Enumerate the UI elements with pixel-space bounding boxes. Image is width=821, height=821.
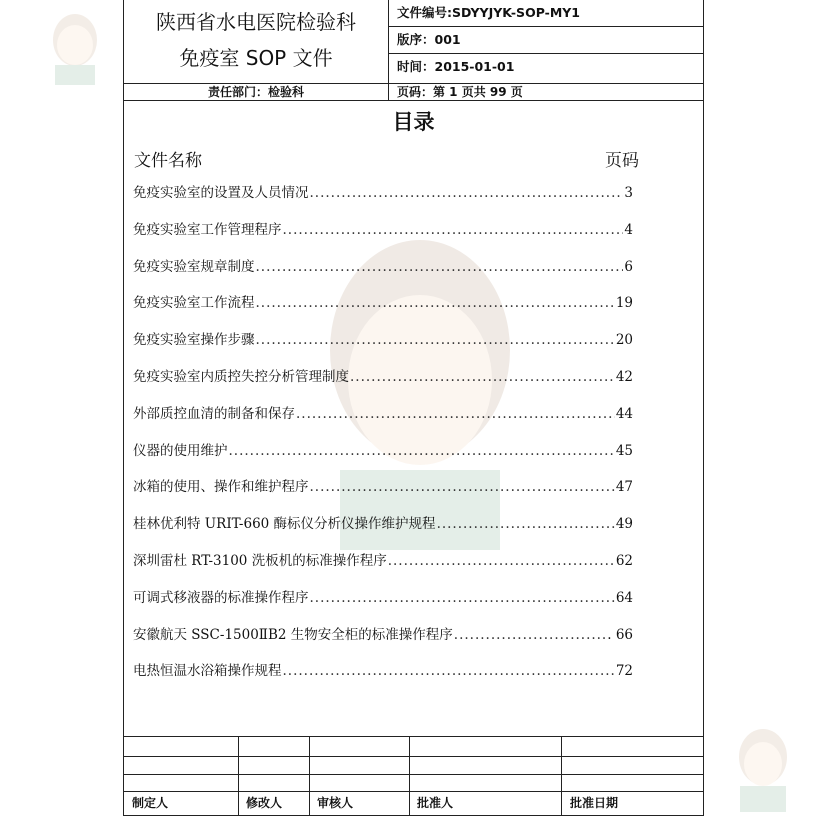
toc-item-label: 外部质控血清的制备和保存 — [133, 405, 295, 422]
approval-date-label: 批准日期 — [570, 796, 619, 810]
toc-item-label: 免疫实验室工作管理程序 — [133, 221, 282, 238]
toc-item-label: 免疫实验室的设置及人员情况 — [133, 185, 309, 201]
toc-item-label: 桂林优利特 URIT-660 酶标仪分析仪操作维护规程 — [133, 516, 436, 533]
watermark-face-icon-right — [728, 722, 798, 812]
toc-item-label: 免疫实验室工作流程 — [133, 295, 255, 312]
toc-item-page: 20 — [615, 332, 633, 349]
toc-item-page: 6 — [624, 258, 633, 275]
toc-item — [133, 586, 633, 623]
toc-item — [133, 623, 633, 660]
toc-item-page: 45 — [615, 442, 633, 459]
revised-by-label: 修改人 — [246, 796, 283, 810]
toc-leader-dots — [256, 295, 615, 311]
reviewed-by-label: 审核人 — [317, 796, 354, 810]
toc-item — [133, 291, 633, 328]
made-by-label: 制定人 — [132, 796, 169, 810]
toc-leader-dots — [350, 369, 615, 385]
toc-item-label: 免疫实验室内质控失控分析管理制度 — [133, 368, 349, 385]
file-number: 文件编号:SDYYJYK-SOP-MY1 — [389, 0, 703, 27]
toc-item — [133, 549, 633, 586]
toc-item-label: 电热恒温水浴箱操作规程 — [133, 663, 282, 680]
toc-leader-dots — [454, 627, 606, 643]
toc-item-page: 62 — [615, 552, 633, 569]
toc-item-label: 免疫实验室规章制度 — [133, 258, 255, 275]
toc-title: 目录 — [392, 110, 435, 134]
approved-by-label: 批准人 — [417, 796, 454, 810]
toc-list — [133, 181, 633, 696]
toc-item — [133, 218, 633, 255]
toc-item-page: 4 — [624, 221, 633, 238]
hospital-name: 陕西省水电医院检验科 — [156, 10, 356, 34]
toc-leader-dots — [283, 222, 624, 238]
toc-leader-dots — [296, 406, 615, 422]
toc-item-page: 44 — [615, 405, 633, 422]
header-meta-block — [389, 0, 703, 84]
toc-item — [133, 475, 633, 512]
toc-item-label: 深圳雷杜 RT-3100 洗板机的标准操作程序 — [133, 552, 387, 569]
toc-leader-dots — [283, 663, 615, 679]
department: 责任部门：检验科 — [124, 84, 389, 101]
toc-leader-dots — [229, 443, 615, 459]
date: 时间：2015-01-01 — [397, 59, 515, 74]
toc-leader-dots — [310, 590, 615, 606]
watermark-face-icon — [40, 5, 110, 85]
toc-leader-dots — [256, 259, 624, 275]
toc-leader-dots — [437, 516, 615, 532]
toc-item — [133, 402, 633, 439]
toc-item-label: 冰箱的使用、操作和维护程序 — [133, 479, 309, 496]
toc-leader-dots — [256, 332, 615, 348]
toc-item — [133, 365, 633, 402]
toc-item-label: 可调式移液器的标准操作程序 — [133, 589, 309, 606]
header-title-block — [124, 0, 389, 84]
toc-leader-dots — [388, 553, 615, 569]
toc-item-label: 免疫实验室操作步骤 — [133, 332, 255, 349]
toc-item-page: 72 — [615, 663, 633, 680]
toc-item — [133, 512, 633, 549]
column-page-header: 页码 — [605, 151, 639, 171]
toc-leader-dots — [310, 479, 615, 495]
toc-item-page: 42 — [615, 368, 633, 385]
toc-item-page: 3 — [624, 185, 633, 201]
page-info: 页码：第 1 页共 99 页 — [389, 84, 703, 101]
toc-leader-dots — [310, 185, 624, 201]
toc-item — [133, 659, 633, 696]
toc-item — [133, 328, 633, 365]
toc-item-label: 安徽航天 SSC-1500ⅡB2 生物安全柜的标准操作程序 — [133, 626, 453, 643]
toc-item-page: 49 — [615, 516, 633, 533]
sop-page — [123, 0, 704, 816]
toc-item-page: 19 — [615, 295, 633, 312]
signature-table — [124, 736, 703, 815]
column-name-header: 文件名称 — [134, 151, 202, 171]
toc-item — [133, 439, 633, 476]
version: 版序：001 — [389, 27, 703, 54]
toc-item — [133, 255, 633, 292]
toc-item — [133, 181, 633, 218]
toc-item-page: 47 — [615, 479, 633, 496]
toc-item-label: 仪器的使用维护 — [133, 442, 228, 459]
toc-item-page: . 66 — [607, 626, 633, 643]
doc-type: 免疫室 SOP 文件 — [179, 46, 333, 70]
toc-item-page: 64 — [615, 589, 633, 606]
